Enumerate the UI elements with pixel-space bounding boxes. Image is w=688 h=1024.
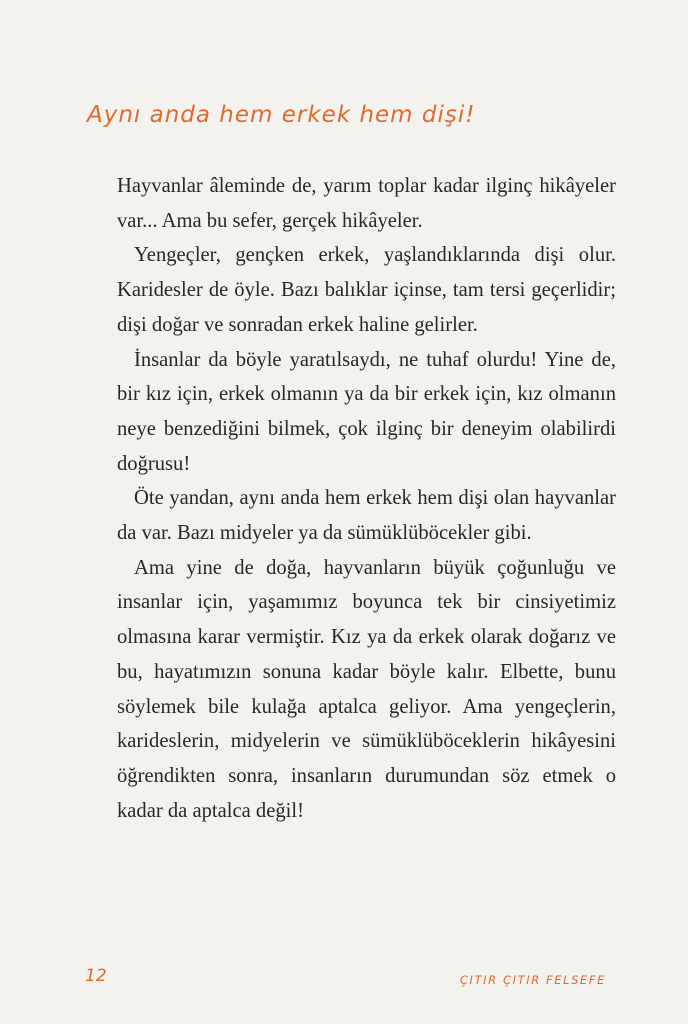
body-text — [117, 169, 616, 828]
running-footer: ÇITIR ÇITIR FELSEFE — [459, 973, 606, 987]
paragraph-2: Yengeçler, gençken erkek, yaşlandıklarında dişi olur. Karidesler de öyle. Bazı balıklar içinse, tam tersi geçerlidir; dişi doğar ve sonradan erkek haline gelirler. — [117, 244, 616, 336]
paragraph-4: Öte yandan, aynı anda hem erkek hem dişi olan hayvanlar da var. Bazı midyeler ya da sümüklüböcekler gibi. — [117, 487, 616, 545]
chapter-title: Aynı anda hem erkek hem dişi! — [87, 102, 476, 128]
paragraph-1: Hayvanlar âleminde de, yarım toplar kadar ilginç hikâyeler var... Ama bu sefer, gerçek hikâyeler. — [117, 175, 616, 232]
page-number: 12 — [85, 966, 107, 986]
paragraph-5: Ama yine de doğa, hayvanların büyük çoğunluğu ve insanlar için, yaşamımız boyunca tek bir cinsiyetimiz olmasına karar vermiştir. Kız ya da erkek olarak doğarız ve bu, hayatımızın sonuna kadar böyle kalır. Elbette, bunu söylemek bile kulağa aptalca geliyor. Ama yengeçlerin, karideslerin, midyelerin ve sümüklüböceklerin hikâyesini öğrendikten sonra, insanların durumundan söz etmek o kadar da aptalca değil! — [117, 556, 616, 822]
paragraph-3: İnsanlar da böyle yaratılsaydı, ne tuhaf olurdu! Yine de, bir kız için, erkek olmanın ya da bir erkek için, kız olmanın neye benzediğini bilmek, çok ilginç bir deneyim olabilirdi doğrusu! — [117, 348, 616, 475]
